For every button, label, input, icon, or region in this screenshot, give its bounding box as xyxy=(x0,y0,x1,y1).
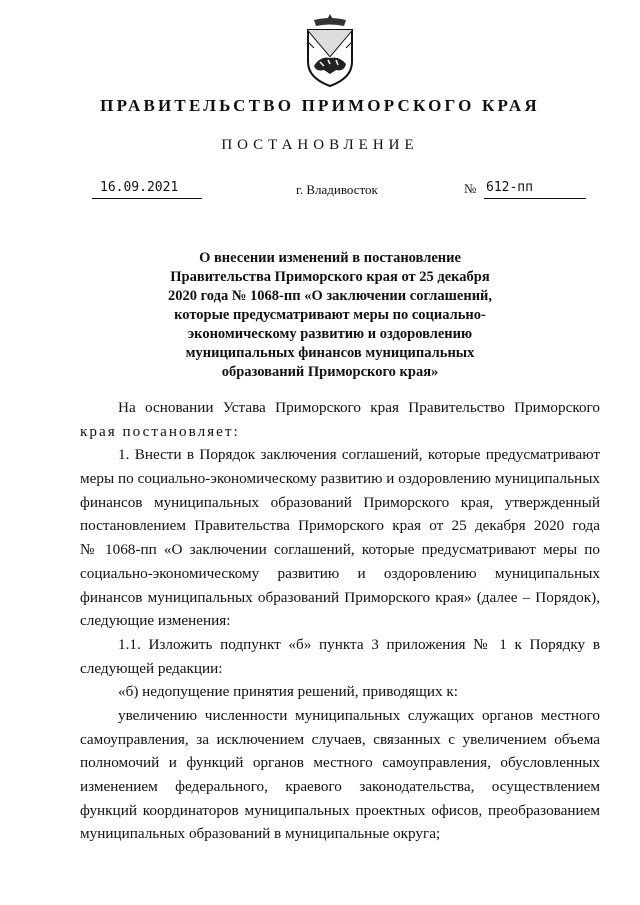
body-line: функций координаторов муниципальных проектных офисов, преобразованием xyxy=(80,801,600,819)
body-line: социально-экономическому развитию и оздоровлению муниципальных xyxy=(80,564,600,582)
number-underline xyxy=(484,198,586,199)
body-line: 1.1. Изложить подпункт «б» пункта 3 приложения № 1 к Порядку в xyxy=(118,635,600,653)
body-line: На основании Устава Приморского края Правительство Приморского xyxy=(118,399,600,416)
body-line: меры по социально-экономическому развитию и оздоровлению муниципальных xyxy=(80,470,600,488)
heading-line: муниципальных финансов муниципальных xyxy=(185,345,475,361)
heading-line: 2020 года № 1068-пп «О заключении соглашений, xyxy=(167,288,493,304)
body-line: № 1068-пп «О заключении соглашений, которые предусматривают меры по xyxy=(80,541,600,559)
body-line: 1. Внести в Порядок заключения соглашений, которые предусматривают xyxy=(118,446,600,464)
heading-line: О внесении изменений в постановление xyxy=(199,250,461,266)
document-number: 612-пп xyxy=(486,180,533,195)
body-line: полномочий и функций органов местного самоуправления, обусловленных xyxy=(80,754,600,772)
number-sign: № xyxy=(464,181,477,196)
body-line: увеличению численности муниципальных служащих органов местного xyxy=(118,706,600,724)
heading-line: Правительства Приморского края от 25 декабря xyxy=(170,269,490,285)
heading-line: образований Приморского края» xyxy=(221,364,439,380)
government-title: ПРАВИТЕЛЬСТВО ПРИМОРСКОГО КРАЯ xyxy=(100,96,540,115)
body-line: самоуправления, за исключением случаев, связанных с увеличением объема xyxy=(80,730,600,748)
body-line: финансов муниципальных образований Приморского края, утвержденный xyxy=(80,493,600,511)
document-body xyxy=(80,396,600,846)
body-line: финансов муниципальных образований Приморского края» (далее – Порядок), xyxy=(80,588,600,606)
document-city: г. Владивосток xyxy=(296,182,378,197)
document-date: 16.09.2021 xyxy=(100,180,179,195)
body-line: постановлением Правительства Приморского края от 25 декабря 2020 года xyxy=(80,517,600,535)
body-line: следующей редакции: xyxy=(80,659,223,677)
body-line: следующие изменения: xyxy=(80,612,231,630)
body-line: муниципальных образований в муниципальные округа; xyxy=(80,825,441,843)
heading-line: экономическому развитию и оздоровлению xyxy=(187,326,473,342)
body-line: края постановляет: xyxy=(80,422,240,440)
document-heading xyxy=(140,249,520,382)
document-type: ПОСТАНОВЛЕНИЕ xyxy=(221,137,419,153)
heading-line: которые предусматривают меры по социально- xyxy=(174,307,486,323)
body-line: «б) недопущение принятия решений, приводящих к: xyxy=(118,683,458,701)
body-line: изменением федерального, краевого законодательства, осуществлением xyxy=(80,778,600,795)
date-underline xyxy=(92,198,202,199)
coat-of-arms-emblem xyxy=(300,12,360,88)
